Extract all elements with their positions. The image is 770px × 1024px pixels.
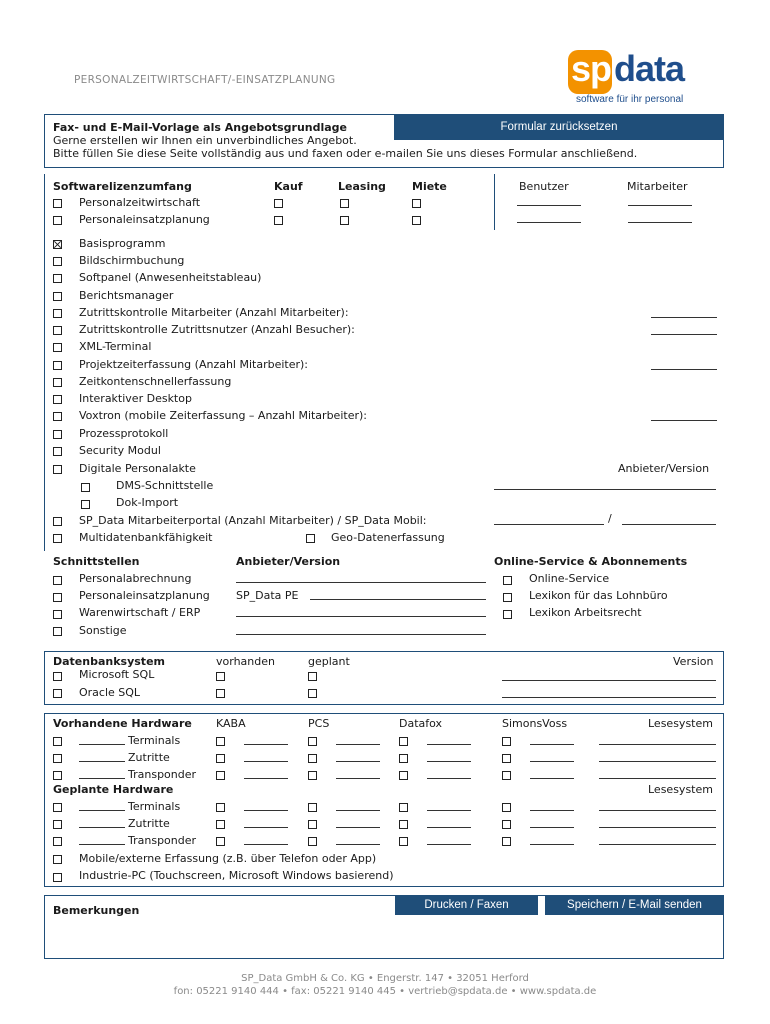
footer-contact: fon: 05221 9140 444 • fax: 05221 9140 445 • vertrieb@spdata.de • www.spdata.de [173, 986, 597, 997]
count-field[interactable] [336, 810, 380, 811]
checkbox[interactable] [216, 737, 225, 746]
checkbox[interactable] [216, 754, 225, 763]
lesesystem-field[interactable] [599, 827, 716, 828]
intro-title: Fax- und E-Mail-Vorlage als Angebotsgrundlage [53, 121, 348, 134]
checkbox[interactable] [53, 447, 62, 456]
lesesystem-field[interactable] [599, 778, 716, 779]
checkbox[interactable] [53, 309, 62, 318]
checkbox[interactable] [53, 820, 62, 829]
checkbox[interactable] [53, 672, 62, 681]
count-field[interactable] [427, 844, 471, 845]
dok-label: Dok-Import [116, 496, 179, 509]
anbieter-version-label: Anbieter/Version [618, 462, 710, 475]
count-field[interactable] [336, 778, 380, 779]
software-heading: Softwarelizenzumfang [53, 180, 192, 193]
checkbox[interactable] [503, 593, 512, 602]
checkbox[interactable] [399, 754, 408, 763]
intro-line-1: Gerne erstellen wir Ihnen ein unverbindliches Angebot. [53, 134, 357, 147]
checkbox-checked[interactable] [53, 240, 62, 249]
count-field[interactable] [79, 761, 125, 762]
count-field[interactable] [427, 761, 471, 762]
count-field[interactable] [651, 420, 717, 421]
benutzer-field[interactable] [517, 222, 581, 223]
bemerkungen-label: Bemerkungen [53, 904, 140, 917]
checkbox[interactable] [502, 837, 511, 846]
intro-line-2: Bitte füllen Sie diese Seite vollständig aus und faxen oder e-mailen Sie uns dieses Formular anschließend. [53, 147, 638, 160]
module-label: Security Modul [79, 444, 161, 457]
geo-label: Geo-Datenerfassung [331, 531, 445, 544]
checkbox[interactable] [308, 820, 317, 829]
online-label: Lexikon Arbeitsrecht [529, 606, 642, 619]
module-label: XML-Terminal [79, 340, 152, 353]
checkbox[interactable] [216, 771, 225, 780]
col-leasing: Leasing [338, 180, 386, 193]
checkbox[interactable] [308, 837, 317, 846]
checkbox-leasing[interactable] [340, 199, 349, 208]
col-version: Version [673, 655, 714, 668]
checkbox[interactable] [306, 534, 315, 543]
checkbox[interactable] [216, 803, 225, 812]
checkbox[interactable] [216, 820, 225, 829]
col-kaba: KABA [216, 717, 246, 730]
count-field[interactable] [79, 844, 125, 845]
module-label: Projektzeiterfassung (Anzahl Mitarbeiter): [79, 358, 309, 371]
page-header-title: PERSONALZEITWIRTSCHAFT/-EINSATZPLANUNG [74, 74, 336, 86]
checkbox[interactable] [502, 820, 511, 829]
software-divider [494, 174, 495, 230]
checkbox[interactable] [399, 803, 408, 812]
checkbox[interactable] [502, 737, 511, 746]
checkbox[interactable] [53, 199, 62, 208]
checkbox[interactable] [53, 576, 62, 585]
checkbox-miete[interactable] [412, 199, 421, 208]
col-mitarbeiter: Mitarbeiter [627, 180, 688, 193]
checkbox[interactable] [53, 873, 62, 882]
module-label: Zutrittskontrolle Zutrittsnutzer (Anzahl Besucher): [79, 323, 355, 336]
checkbox[interactable] [53, 627, 62, 636]
count-field[interactable] [530, 744, 574, 745]
lesesystem-field[interactable] [599, 810, 716, 811]
checkbox[interactable] [53, 689, 62, 698]
checkbox-miete[interactable] [412, 216, 421, 225]
count-field[interactable] [651, 334, 717, 335]
portal-separator: / [608, 512, 612, 525]
col-pcs: PCS [308, 717, 330, 730]
count-field[interactable] [244, 744, 288, 745]
count-field[interactable] [651, 317, 717, 318]
logo-tagline: software für ihr personal [576, 94, 684, 105]
checkbox[interactable] [503, 610, 512, 619]
db-label: Oracle SQL [79, 686, 141, 699]
checkbox[interactable] [399, 837, 408, 846]
row-label: Personalzeitwirtschaft [79, 196, 201, 209]
checkbox-kauf[interactable] [274, 199, 283, 208]
checkbox-vorhanden[interactable] [216, 672, 225, 681]
anbieter-heading: Anbieter/Version [236, 555, 341, 568]
portal-label: SP_Data Mitarbeiterportal (Anzahl Mitarbeiter) / SP_Data Mobil: [79, 514, 427, 527]
count-field[interactable] [427, 827, 471, 828]
checkbox[interactable] [502, 754, 511, 763]
checkbox[interactable] [308, 771, 317, 780]
checkbox[interactable] [53, 378, 62, 387]
count-field[interactable] [244, 844, 288, 845]
checkbox-leasing[interactable] [340, 216, 349, 225]
anbieter-field[interactable] [236, 634, 486, 635]
checkbox[interactable] [53, 292, 62, 301]
lesesystem-field[interactable] [599, 744, 716, 745]
checkbox[interactable] [53, 274, 62, 283]
count-field[interactable] [427, 744, 471, 745]
hardware-vorhanden-heading: Vorhandene Hardware [53, 717, 192, 730]
module-label: Zeitkontenschnellerfassung [79, 375, 232, 388]
module-label: Voxtron (mobile Zeiterfassung – Anzahl Mitarbeiter): [79, 409, 367, 422]
module-label: Prozessprotokoll [79, 427, 169, 440]
checkbox[interactable] [502, 803, 511, 812]
hardware-row-label: Zutritte [128, 751, 170, 764]
checkbox[interactable] [53, 771, 62, 780]
checkbox[interactable] [53, 803, 62, 812]
count-field[interactable] [244, 810, 288, 811]
checkbox[interactable] [399, 820, 408, 829]
count-field[interactable] [336, 827, 380, 828]
hardware-geplant-heading: Geplante Hardware [53, 783, 174, 796]
portal-field[interactable] [494, 524, 604, 525]
schnittstelle-label: Personaleinsatzplanung [79, 589, 210, 602]
checkbox[interactable] [53, 395, 62, 404]
checkbox[interactable] [53, 430, 62, 439]
checkbox[interactable] [53, 216, 62, 225]
col-miete: Miete [412, 180, 447, 193]
checkbox[interactable] [503, 576, 512, 585]
anbieter-field[interactable] [236, 616, 486, 617]
sp-data-pe-label: SP_Data PE [236, 589, 299, 602]
mobil-field[interactable] [622, 524, 716, 525]
count-field[interactable] [651, 369, 717, 370]
checkbox[interactable] [53, 465, 62, 474]
mitarbeiter-field[interactable] [628, 205, 692, 206]
module-label: Berichtsmanager [79, 289, 174, 302]
count-field[interactable] [530, 844, 574, 845]
online-label: Online-Service [529, 572, 610, 585]
count-field[interactable] [336, 844, 380, 845]
checkbox[interactable] [502, 771, 511, 780]
count-field[interactable] [79, 810, 125, 811]
module-label: Interaktiver Desktop [79, 392, 192, 405]
row-label: Personaleinsatzplanung [79, 213, 210, 226]
online-heading: Online-Service & Abonnements [494, 555, 688, 568]
module-label: Digitale Personalakte [79, 462, 196, 475]
count-field[interactable] [427, 778, 471, 779]
checkbox-kauf[interactable] [274, 216, 283, 225]
checkbox[interactable] [53, 361, 62, 370]
module-label: Zutrittskontrolle Mitarbeiter (Anzahl Mitarbeiter): [79, 306, 349, 319]
checkbox[interactable] [53, 855, 62, 864]
count-field[interactable] [79, 778, 125, 779]
anbieter-field[interactable] [310, 599, 486, 600]
count-field[interactable] [530, 810, 574, 811]
col-datafox: Datafox [399, 717, 443, 730]
schnittstelle-label: Warenwirtschaft / ERP [79, 606, 201, 619]
schnittstelle-label: Sonstige [79, 624, 127, 637]
checkbox[interactable] [81, 500, 90, 509]
hardware-row-label: Zutritte [128, 817, 170, 830]
checkbox[interactable] [53, 837, 62, 846]
count-field[interactable] [244, 778, 288, 779]
count-field[interactable] [427, 810, 471, 811]
count-field[interactable] [530, 761, 574, 762]
save-email-button[interactable]: Speichern / E-Mail senden [545, 895, 724, 915]
logo-sp: sp [571, 48, 612, 89]
anbieter-field[interactable] [236, 582, 486, 583]
schnittstellen-heading: Schnittstellen [53, 555, 140, 568]
count-field[interactable] [244, 761, 288, 762]
checkbox[interactable] [53, 534, 62, 543]
benutzer-field[interactable] [517, 205, 581, 206]
count-field[interactable] [244, 827, 288, 828]
hardware-row-label: Transponder [128, 834, 197, 847]
count-field[interactable] [336, 744, 380, 745]
checkbox[interactable] [53, 593, 62, 602]
db-label: Microsoft SQL [79, 668, 155, 681]
industrie-label: Industrie-PC (Touchscreen, Microsoft Windows basierend) [79, 869, 394, 882]
lesesystem-field[interactable] [599, 761, 716, 762]
col-simonsvoss: SimonsVoss [502, 717, 568, 730]
lesesystem-field[interactable] [599, 844, 716, 845]
checkbox[interactable] [53, 754, 62, 763]
checkbox[interactable] [53, 257, 62, 266]
checkbox[interactable] [53, 326, 62, 335]
count-field[interactable] [530, 778, 574, 779]
version-field[interactable] [502, 680, 716, 681]
col-geplant: geplant [308, 655, 350, 668]
module-label: Basisprogramm [79, 237, 166, 250]
checkbox[interactable] [81, 483, 90, 492]
col-vorhanden: vorhanden [216, 655, 275, 668]
col-benutzer: Benutzer [519, 180, 569, 193]
module-label: Softpanel (Anwesenheitstableau) [79, 271, 262, 284]
hardware-row-label: Transponder [128, 768, 197, 781]
checkbox[interactable] [53, 412, 62, 421]
checkbox[interactable] [308, 737, 317, 746]
checkbox[interactable] [399, 737, 408, 746]
checkbox-geplant[interactable] [308, 672, 317, 681]
multi-label: Multidatenbankfähigkeit [79, 531, 213, 544]
datenbank-heading: Datenbanksystem [53, 655, 165, 668]
count-field[interactable] [79, 827, 125, 828]
col-lesesystem-geplant: Lesesystem [648, 783, 713, 796]
reset-form-button[interactable]: Formular zurücksetzen [394, 114, 724, 140]
checkbox[interactable] [53, 517, 62, 526]
dms-version-field[interactable] [494, 489, 716, 490]
count-field[interactable] [336, 761, 380, 762]
checkbox[interactable] [399, 771, 408, 780]
checkbox[interactable] [308, 754, 317, 763]
checkbox[interactable] [53, 343, 62, 352]
checkbox[interactable] [53, 737, 62, 746]
col-lesesystem: Lesesystem [648, 717, 713, 730]
hardware-row-label: Terminals [128, 800, 181, 813]
col-kauf: Kauf [274, 180, 303, 193]
online-label: Lexikon für das Lohnbüro [529, 589, 668, 602]
mitarbeiter-field[interactable] [628, 222, 692, 223]
count-field[interactable] [530, 827, 574, 828]
checkbox-vorhanden[interactable] [216, 689, 225, 698]
count-field[interactable] [79, 744, 125, 745]
schnittstelle-label: Personalabrechnung [79, 572, 192, 585]
footer-address: SP_Data GmbH & Co. KG • Engerstr. 147 • 32051 Herford [241, 973, 529, 984]
module-label: Bildschirmbuchung [79, 254, 185, 267]
checkbox-geplant[interactable] [308, 689, 317, 698]
mobile-label: Mobile/externe Erfassung (z.B. über Telefon oder App) [79, 852, 377, 865]
version-field[interactable] [502, 697, 716, 698]
dms-label: DMS-Schnittstelle [116, 479, 214, 492]
logo-data: data [614, 48, 685, 89]
print-fax-button[interactable]: Drucken / Faxen [395, 895, 538, 915]
checkbox[interactable] [216, 837, 225, 846]
checkbox[interactable] [308, 803, 317, 812]
hardware-row-label: Terminals [128, 734, 181, 747]
checkbox[interactable] [53, 610, 62, 619]
